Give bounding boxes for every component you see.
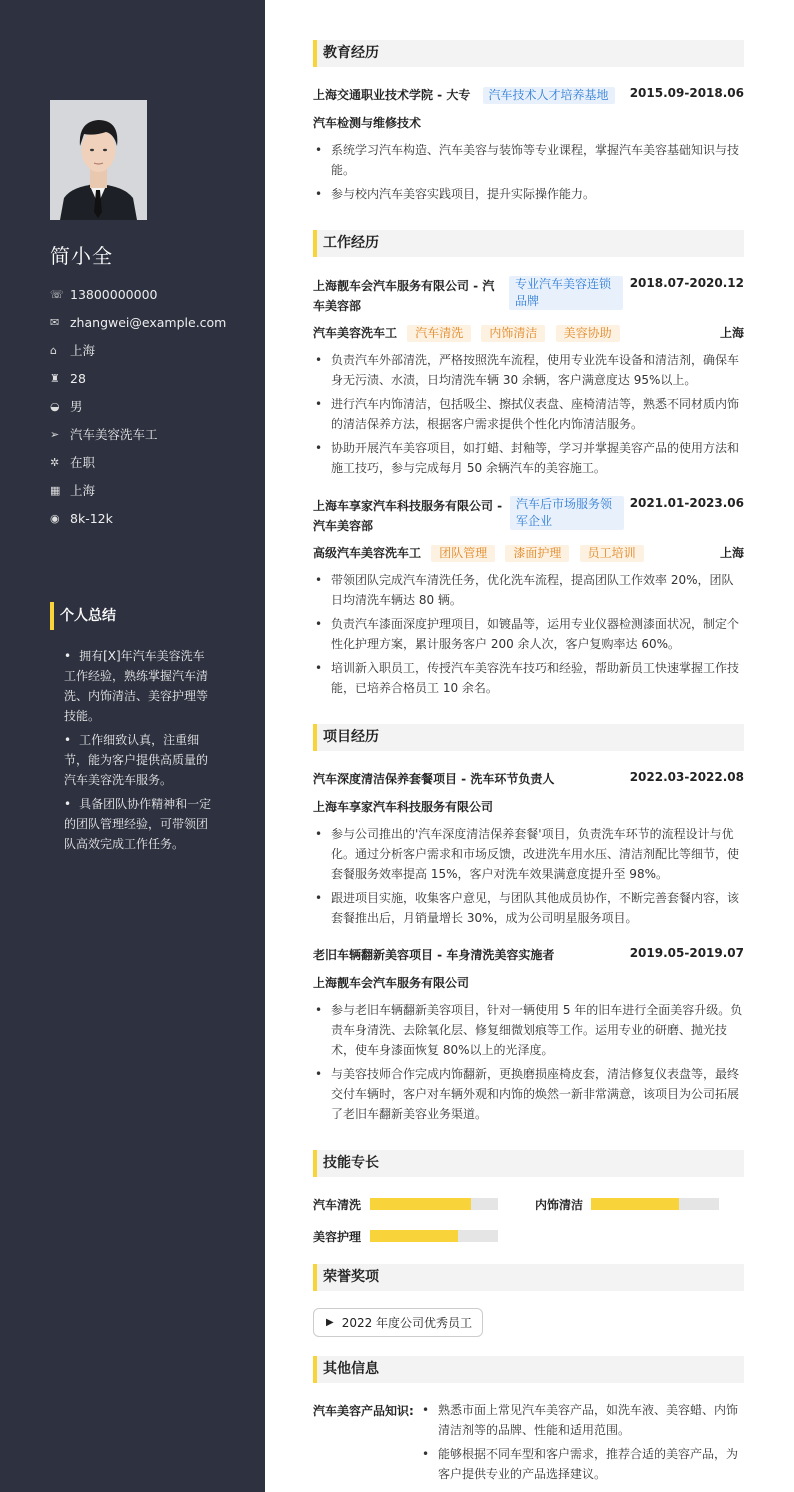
project-name: 老旧车辆翻新美容项目 - 车身清洗美容实施者	[313, 948, 555, 962]
other-title: 其他信息	[313, 1356, 744, 1383]
education-date: 2015.09-2018.06	[629, 86, 744, 100]
project-company-row	[313, 798, 744, 815]
skill-tag: 漆面护理	[505, 545, 569, 562]
job-date: 2018.07-2020.12	[629, 276, 744, 290]
summary-item: • 具备团队协作精神和一定的团队管理经验，可带领团队高效完成工作任务。	[64, 797, 212, 851]
sidebar	[0, 0, 265, 1492]
position-row	[50, 420, 250, 448]
job-bullet: • 带领团队完成汽车清洗任务，优化洗车流程，提高团队工作效率 20%，团队日均清洗车辆达 80 辆。	[315, 573, 734, 607]
profile-photo	[50, 100, 147, 220]
email-row	[50, 308, 250, 336]
education-bullet: • 系统学习汽车构造、汽车美容与装饰等专业课程，掌握汽车美容基础知识与技能。	[315, 143, 740, 177]
company-name-cont: 车美容部	[313, 299, 362, 313]
skills-title: 技能专长	[313, 1150, 744, 1177]
skill-bar	[370, 1230, 498, 1242]
city-text: 上海	[70, 343, 96, 358]
job-role-row	[313, 324, 744, 342]
building-icon: ▦	[50, 483, 61, 497]
skill-bar-fill	[370, 1230, 458, 1242]
other-bullet: • 熟悉市面上常见汽车美容产品，如洗车液、美容蜡、内饰清洁剂等的品牌、性能和适用范围。	[422, 1403, 739, 1437]
company-name: 上海车享家汽车科技服务有限公司 -	[313, 499, 503, 513]
award-text: 2022 年度公司优秀员工	[341, 1316, 473, 1330]
summary-item: • 工作细致认真，注重细节，能为客户提供高质量的汽车美容洗车服务。	[64, 733, 209, 787]
job-header	[313, 276, 744, 316]
major-name: 汽车检测与维修技术	[313, 116, 422, 130]
summary-item: • 拥有[X]年汽车美容洗车工作经验，熟练掌握汽车清洗、内饰清洁、美容护理等技能。	[64, 649, 209, 723]
job-role: 汽车美容洗车工	[313, 326, 398, 340]
mail-icon: ✉	[50, 315, 60, 329]
cake-icon: ♜	[50, 371, 60, 385]
project-bullet: • 与美容技师合作完成内饰翻新，更换磨损座椅皮套，清洁修复仪表盘等，最终交付车辆时，客户对车辆外观和内饰的焕然一新非常满意，该项目为公司拓展了老旧车翻新美容业务渠道。	[315, 1067, 740, 1121]
school-name: 上海交通职业技术学院 - 大专	[313, 88, 471, 102]
company-name: 上海靓车会汽车服务有限公司 - 汽	[313, 279, 495, 293]
phone-row	[50, 280, 250, 308]
expected-city-row	[50, 476, 250, 504]
skill-bar-fill	[370, 1198, 471, 1210]
job-bullet: • 协助开展汽车美容项目，如打蜡、封釉等，学习并掌握美容产品的使用方法和施工技巧，参与完成每月 50 余辆汽车的美容施工。	[315, 441, 740, 475]
summary-list	[64, 646, 214, 858]
project-company-row	[313, 974, 744, 991]
skill-name: 内饰清洁	[535, 1198, 584, 1212]
position-text: 汽车美容洗车工	[70, 427, 158, 442]
job-city: 上海	[719, 326, 744, 340]
skill-name: 汽车清洗	[313, 1198, 362, 1212]
home-icon: ⌂	[50, 343, 57, 357]
education-title: 教育经历	[313, 40, 744, 67]
coin-icon: ◉	[50, 511, 60, 525]
salary-row	[50, 504, 250, 532]
email-text: zhangwei@example.com	[70, 314, 227, 330]
work-title: 工作经历	[313, 230, 744, 257]
project-date: 2019.05-2019.07	[629, 946, 744, 960]
skill-bar	[370, 1198, 498, 1210]
send-icon: ➢	[50, 427, 60, 441]
skill-tag: 员工培训	[580, 545, 644, 562]
job-bullet: • 进行汽车内饰清洁，包括吸尘、擦拭仪表盘、座椅清洁等，熟悉不同材质内饰的清洁保养方法，根据客户需求提供个性化内饰清洁服务。	[315, 397, 740, 431]
gender-row	[50, 392, 250, 420]
job-role-row	[313, 544, 744, 562]
skill-tag: 内饰清洁	[481, 325, 545, 342]
projects-title: 项目经历	[313, 724, 744, 751]
job-city: 上海	[719, 546, 744, 560]
other-label: 汽车美容产品知识:	[313, 1404, 414, 1418]
project-bullet: • 跟进项目实施，收集客户意见，与团队其他成员协作，不断完善套餐内容，该套餐推出后，月销量增长 30%，成为公司明星服务项目。	[315, 891, 740, 925]
job-date: 2021.01-2023.06	[629, 496, 744, 510]
age-text: 28	[70, 370, 86, 386]
company-tag: 专业汽车美容连锁 品牌	[509, 276, 623, 310]
contact-info	[50, 280, 250, 532]
project-header	[313, 770, 744, 787]
job-bullet: • 负责汽车外部清洗，严格按照洗车流程，使用专业洗车设备和清洁剂，确保车身无污渍、水渍，日均清洗车辆 30 余辆，客户满意度达 95%以上。	[315, 353, 740, 387]
job-header	[313, 496, 744, 536]
project-date: 2022.03-2022.08	[629, 770, 744, 784]
job-bullet: • 负责汽车漆面深度护理项目，如镀晶等，运用专业仪器检测漆面状况，制定个性化护理方案，累计服务客户 200 余人次，客户复购率达 60%。	[315, 617, 740, 651]
awards-title: 荣誉奖项	[313, 1264, 744, 1291]
project-bullet: • 参与老旧车辆翻新美容项目，针对一辆使用 5 年的旧车进行全面美容升级。负责车身清洗、去除氧化层、修复细微划痕等工作。运用专业的研磨、抛光技术，使车身漆面恢复 80%以上的光泽度。	[315, 1003, 743, 1057]
salary-text: 8k-12k	[70, 510, 113, 526]
job-bullet: • 培训新入职员工，传授汽车美容洗车技巧和经验，帮助新员工快速掌握工作技能，已培养合格员工 10 余名。	[315, 661, 740, 695]
summary-title: 个人总结	[50, 602, 116, 630]
gender-text: 男	[70, 399, 83, 414]
job-role: 高级汽车美容洗车工	[313, 546, 422, 560]
play-icon: ▶	[326, 1317, 334, 1328]
other-bullet: • 能够根据不同车型和客户需求，推荐合适的美容产品，为客户提供专业的产品选择建议。	[422, 1447, 739, 1481]
project-bullet: • 参与公司推出的'汽车深度清洁保养套餐'项目，负责洗车环节的流程设计与优化。通过分析客户需求和市场反馈，改进洗车用水压、清洁剂配比等细节，使套餐服务效率提高 15%，客户对洗车效果满意度提升至 98%。	[315, 827, 740, 881]
skill-tag: 团队管理	[431, 545, 495, 562]
company-name-cont: 汽车美容部	[313, 519, 374, 533]
settings-icon: ✲	[50, 455, 60, 469]
city-row	[50, 336, 250, 364]
skill-bar	[591, 1198, 719, 1210]
status-row	[50, 448, 250, 476]
skill-tag: 美容协助	[556, 325, 620, 342]
school-tag: 汽车技术人才培养基地	[483, 87, 615, 104]
award-item[interactable]	[313, 1308, 483, 1337]
project-company: 上海靓车会汽车服务有限公司	[313, 976, 470, 990]
education-header	[313, 86, 744, 104]
age-row	[50, 364, 250, 392]
status-text: 在职	[70, 455, 96, 470]
expected-city-text: 上海	[70, 483, 96, 498]
gender-icon: ◒	[50, 399, 60, 413]
phone-icon: ☏	[50, 287, 64, 301]
education-bullet: • 参与校内汽车美容实践项目，提升实际操作能力。	[315, 187, 596, 201]
skill-name: 美容护理	[313, 1230, 362, 1244]
project-header	[313, 946, 744, 963]
major-row	[313, 114, 744, 131]
phone-text: 13800000000	[70, 286, 158, 302]
skill-tag: 汽车清洗	[407, 325, 471, 342]
company-tag: 汽车后市场服务领 军企业	[510, 496, 624, 530]
project-company: 上海车享家汽车科技服务有限公司	[313, 800, 494, 814]
candidate-name: 简小全	[50, 244, 113, 268]
project-name: 汽车深度清洁保养套餐项目 - 洗车环节负责人	[313, 772, 555, 786]
skill-bar-fill	[591, 1198, 679, 1210]
